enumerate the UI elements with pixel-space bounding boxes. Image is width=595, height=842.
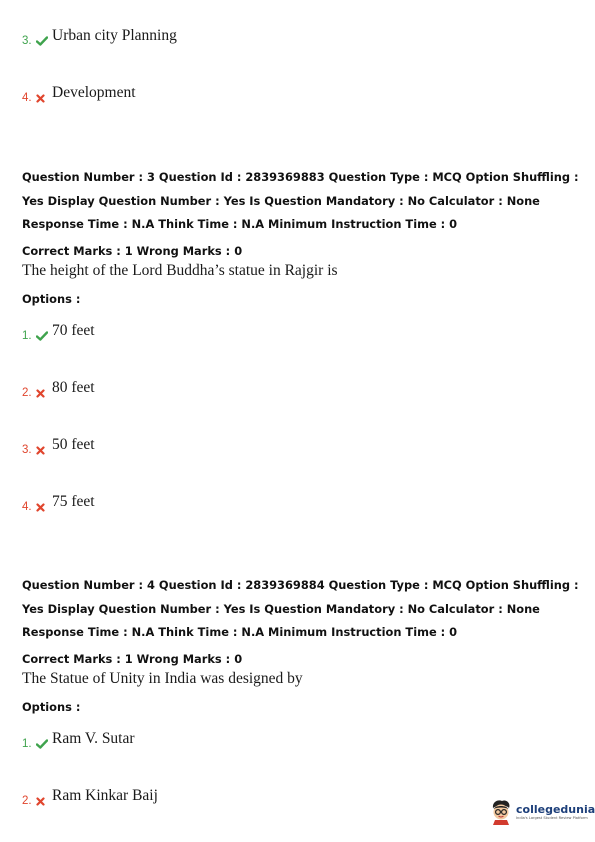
check-icon bbox=[36, 329, 49, 343]
cross-icon bbox=[36, 794, 49, 808]
check-icon bbox=[36, 737, 49, 751]
options-label: Options : bbox=[22, 292, 81, 306]
question-marks: Correct Marks : 1 Wrong Marks : 0 bbox=[22, 652, 243, 666]
collegedunia-logo bbox=[489, 799, 595, 825]
option-number: 4. bbox=[22, 92, 32, 104]
question-text: The height of the Lord Buddha’s statue in Rajgir is bbox=[22, 262, 338, 279]
option-number: 2. bbox=[22, 387, 32, 399]
check-icon bbox=[36, 34, 49, 48]
option-number: 1. bbox=[22, 738, 32, 750]
option-text: 75 feet bbox=[52, 493, 95, 510]
option-text: 80 feet bbox=[52, 379, 95, 396]
cross-icon bbox=[36, 443, 49, 457]
logo-name: collegedunia bbox=[516, 802, 595, 816]
question-meta: Question Number : 3 Question Id : 2839369883 Question Type : MCQ Option Shuffling : Yes Display Question Number : Yes Is Question Mandatory : No Calculator : None Response Time : N.A Think Time : N.A Minimum Instruction Time : 0 bbox=[22, 170, 579, 231]
logo-tagline: India's Largest Student Review Platform bbox=[516, 815, 588, 820]
option-number: 3. bbox=[22, 444, 32, 456]
cross-icon bbox=[36, 386, 49, 400]
option-row bbox=[22, 433, 95, 457]
question-marks: Correct Marks : 1 Wrong Marks : 0 bbox=[22, 244, 243, 258]
option-text: Ram Kinkar Baij bbox=[52, 787, 158, 804]
option-text: Urban city Planning bbox=[52, 27, 177, 44]
option-row bbox=[22, 319, 95, 343]
option-row bbox=[22, 727, 135, 751]
option-number: 2. bbox=[22, 795, 32, 807]
question-meta: Question Number : 4 Question Id : 2839369884 Question Type : MCQ Option Shuffling : Yes Display Question Number : Yes Is Question Mandatory : No Calculator : None Response Time : N.A Think Time : N.A Minimum Instruction Time : 0 bbox=[22, 578, 579, 639]
question-text: The Statue of Unity in India was designed by bbox=[22, 670, 303, 687]
option-number: 1. bbox=[22, 330, 32, 342]
option-number: 4. bbox=[22, 501, 32, 513]
option-text: Ram V. Sutar bbox=[52, 730, 135, 747]
cross-icon bbox=[36, 91, 49, 105]
option-text: 70 feet bbox=[52, 322, 95, 339]
options-label: Options : bbox=[22, 700, 81, 714]
option-row bbox=[22, 81, 136, 105]
option-number: 3. bbox=[22, 35, 32, 47]
option-row bbox=[22, 376, 95, 400]
option-row bbox=[22, 24, 177, 48]
cross-icon bbox=[36, 500, 49, 514]
option-row bbox=[22, 490, 95, 514]
option-text: 50 feet bbox=[52, 436, 95, 453]
mascot-icon bbox=[489, 799, 513, 825]
option-text: Development bbox=[52, 84, 136, 101]
option-row bbox=[22, 784, 158, 808]
